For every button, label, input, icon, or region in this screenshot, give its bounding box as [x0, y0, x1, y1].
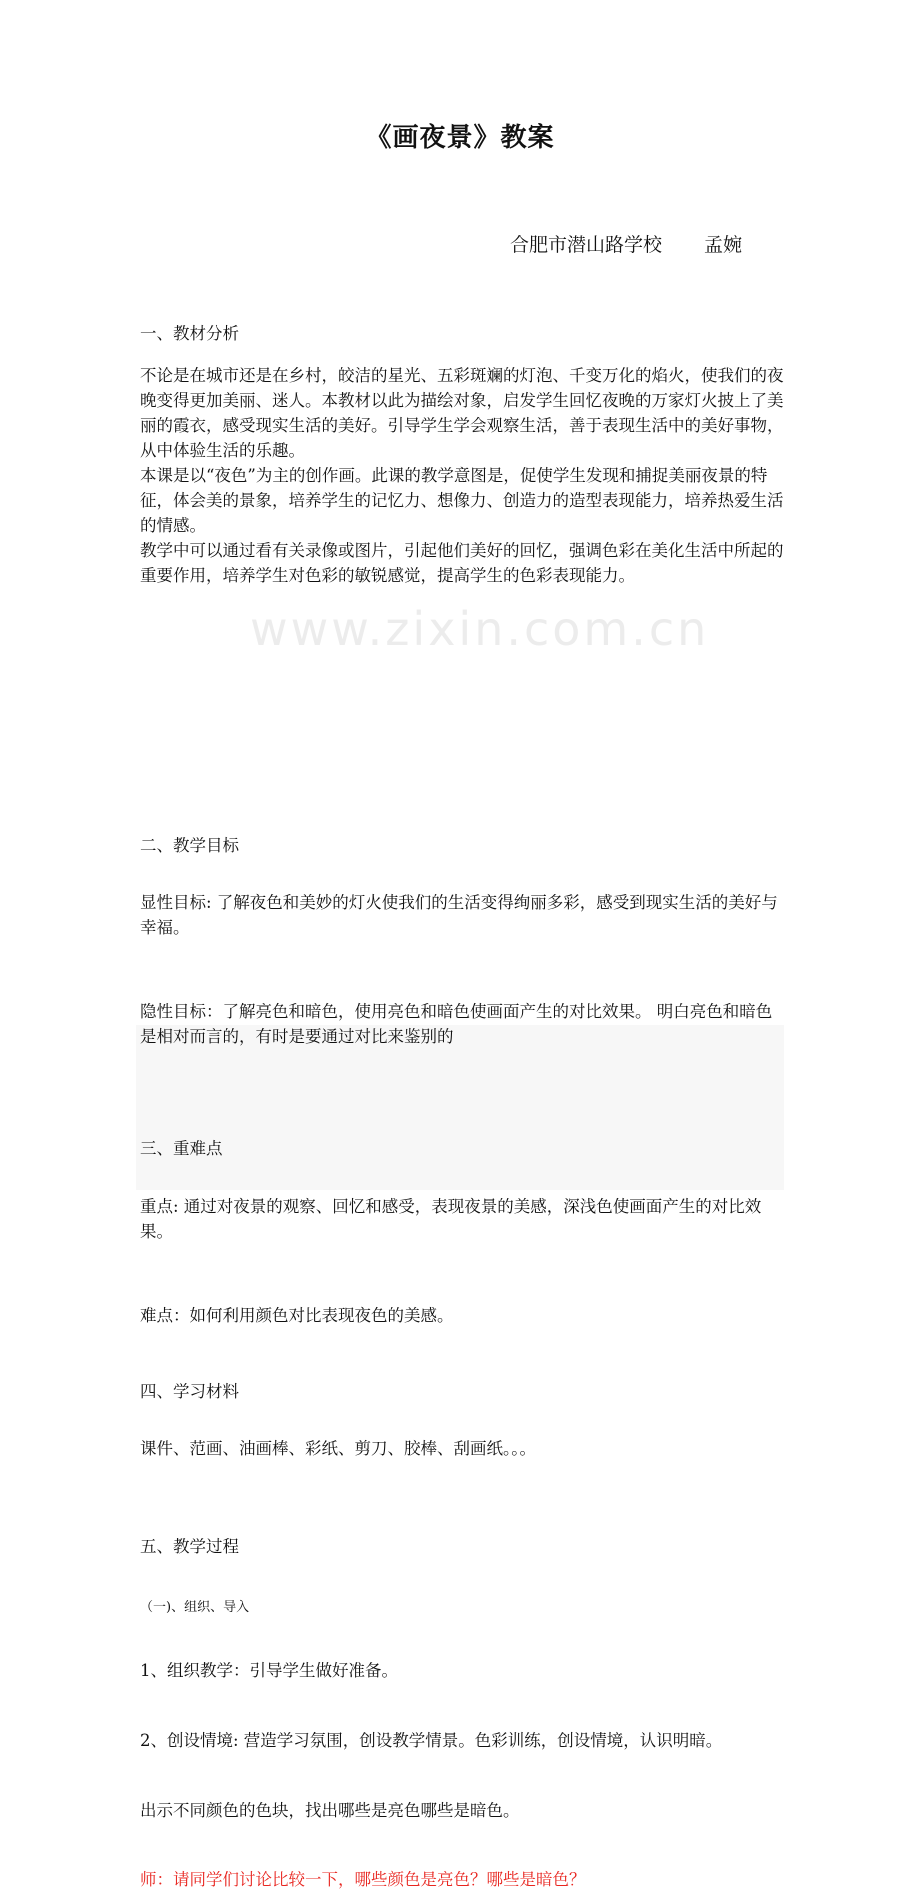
- process-line: 1、组织教学：引导学生做好准备。: [140, 1661, 398, 1680]
- process-line: 2、创设情境: 营造学习氛围，创设教学情景。色彩训练，创设情境，认识明暗。: [140, 1731, 723, 1750]
- implicit-goal: 隐性目标：了解亮色和暗色，使用亮色和暗色使画面产生的对比效果。 明白亮色和暗色是相对而言的，有时是要通过对比来鉴别的: [140, 1002, 773, 1046]
- subsection-heading: （一)、组织、导入: [140, 1600, 250, 1615]
- watermark: www.zixin.com.cn: [250, 602, 710, 656]
- section-1-body: [140, 363, 785, 588]
- section-heading-5: 五、教学过程: [140, 1537, 239, 1556]
- section-heading-2: 二、教学目标: [140, 836, 239, 855]
- section-heading-4: 四、学习材料: [140, 1382, 239, 1401]
- author-name: 孟婉: [704, 234, 743, 256]
- paragraph: 本课是以“夜色”为主的创作画。此课的教学意图是，促使学生发现和捕捉美丽夜景的特征，体会美的景象，培养学生的记忆力、想像力、创造力的造型表现能力，培养热爱生活的情感。: [140, 466, 784, 535]
- author-school: 合肥市潜山路学校: [510, 234, 663, 256]
- section-heading-1: 一、教材分析: [140, 324, 239, 343]
- teacher-question: 师：请同学们讨论比较一下，哪些颜色是亮色？哪些是暗色？: [140, 1870, 586, 1889]
- explicit-goal: 显性目标: 了解夜色和美妙的灯火使我们的生活变得绚丽多彩，感受到现实生活的美好与幸福。: [140, 893, 778, 937]
- paragraph: 不论是在城市还是在乡村，皎洁的星光、五彩斑斓的灯泡、千变万化的焰火，使我们的夜晚变得更加美丽、迷人。本教材以此为描绘对象，启发学生回忆夜晚的万家灯火披上了美丽的霞衣，感受现实生活的美好。引导学生学会观察生活，善于表现生活中的美好事物，从中体验生活的乐趣。: [140, 366, 784, 460]
- difficult-point: 难点：如何利用颜色对比表现夜色的美感。: [140, 1306, 454, 1325]
- process-line: 出示不同颜色的色块，找出哪些是亮色哪些是暗色。: [140, 1801, 520, 1820]
- shaded-block: [136, 1025, 784, 1190]
- materials-list: 课件、范画、油画棒、彩纸、剪刀、胶棒、刮画纸。。。: [140, 1439, 536, 1458]
- paragraph: 教学中可以通过看有关录像或图片，引起他们美好的回忆，强调色彩在美化生活中所起的重要作用，培养学生对色彩的敏锐感觉，提高学生的色彩表现能力。: [140, 541, 784, 585]
- key-point: 重点: 通过对夜景的观察、回忆和感受，表现夜景的美感，深浅色使画面产生的对比效果。: [140, 1197, 762, 1241]
- section-heading-3: 三、重难点: [140, 1139, 223, 1158]
- document-title: 《画夜景》教案: [365, 123, 555, 153]
- author-line: [510, 230, 920, 257]
